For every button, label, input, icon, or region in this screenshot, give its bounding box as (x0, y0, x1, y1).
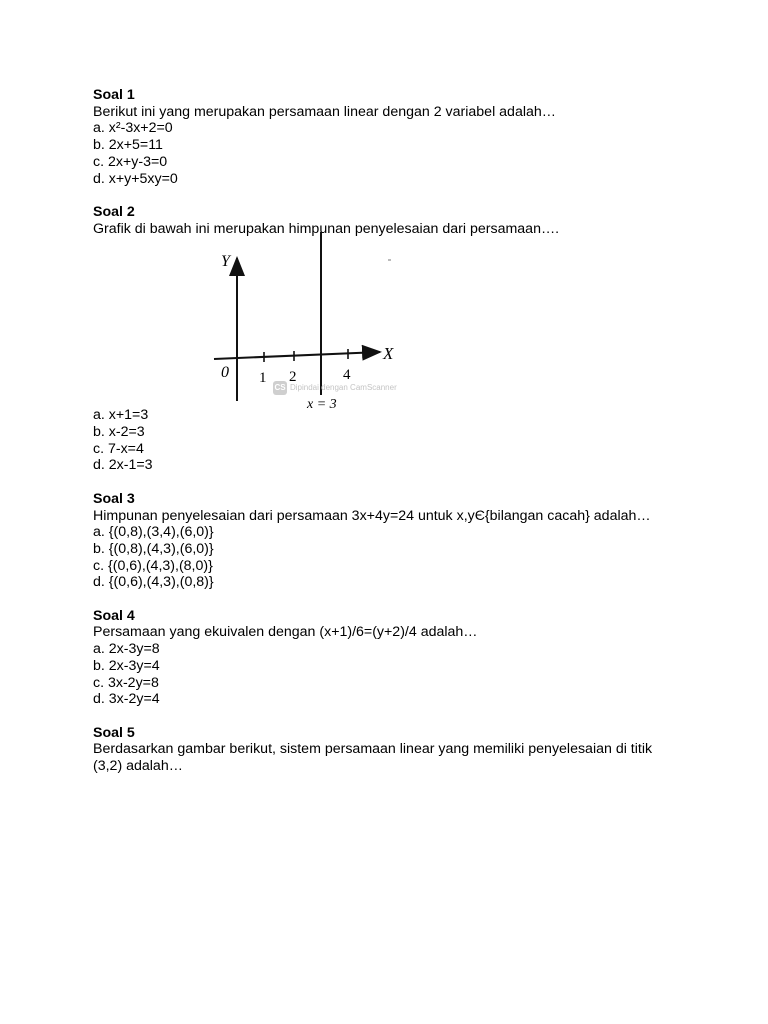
option-c: c. 3x-2y=8 (93, 674, 159, 691)
option-d: d. x+y+5xy=0 (93, 170, 178, 187)
question-text: Persamaan yang ekuivalen dengan (x+1)/6=(y+2)/4 adalah… (93, 624, 478, 641)
tick-label-2: 2 (289, 369, 297, 386)
option-a: a. x+1=3 (93, 407, 149, 424)
option-d: d. 3x-2y=4 (93, 691, 160, 708)
origin-label: 0 (221, 364, 229, 382)
question-2 (93, 204, 693, 474)
option-a: a. 2x-3y=8 (93, 641, 160, 658)
question-title: Soal 5 (93, 724, 135, 741)
option-a: a. x²-3x+2=0 (93, 120, 173, 137)
question-text: Berikut ini yang merupakan persamaan linear dengan 2 variabel adalah… (93, 103, 556, 120)
question-4 (93, 608, 693, 708)
tick-label-4: 4 (343, 367, 351, 384)
question-title: Soal 1 (93, 87, 135, 103)
question-5 (93, 725, 693, 775)
question-text: Grafik di bawah ini merupakan himpunan penyelesaian dari persamaan…. (93, 220, 560, 237)
question-text: Himpunan penyelesaian dari persamaan 3x+4y=24 untuk x,yЄ{bilangan cacah} adalah… (93, 507, 651, 524)
question-3 (93, 491, 693, 591)
option-b: b. 2x+5=11 (93, 137, 163, 154)
watermark-text: Dipindai dengan CamScanner (290, 383, 397, 393)
question-1 (93, 87, 693, 187)
option-b: b. 2x-3y=4 (93, 657, 160, 674)
option-c: c. 2x+y-3=0 (93, 153, 168, 170)
line-graph (93, 241, 513, 413)
option-a: a. {(0,8),(3,4),(6,0)} (93, 524, 214, 541)
x-axis-label: X (383, 344, 394, 364)
question-title: Soal 2 (93, 203, 135, 220)
scanner-watermark (93, 379, 693, 399)
option-d: d. 2x-1=3 (93, 457, 153, 474)
question-title: Soal 4 (93, 607, 135, 624)
x-axis-line-drawn (214, 352, 380, 359)
camscanner-logo-icon: CS (273, 381, 287, 395)
line-label: x = 3 (307, 397, 337, 413)
option-b: b. {(0,8),(4,3),(6,0)} (93, 540, 214, 557)
y-axis-label: Y (221, 253, 230, 271)
option-d: d. {(0,6),(4,3),(0,8)} (93, 574, 214, 591)
worksheet (93, 87, 693, 791)
question-text: Berdasarkan gambar berikut, sistem persamaan linear yang memiliki penyelesaian di titik (3,2) adalah… (93, 741, 653, 775)
option-c: c. {(0,6),(4,3),(8,0)} (93, 557, 213, 574)
option-b: b. x-2=3 (93, 424, 145, 441)
scan-speck (388, 259, 391, 261)
graph-figure (93, 241, 693, 413)
option-c: c. 7-x=4 (93, 440, 144, 457)
question-title: Soal 3 (93, 490, 135, 507)
tick-label-1: 1 (259, 370, 267, 387)
